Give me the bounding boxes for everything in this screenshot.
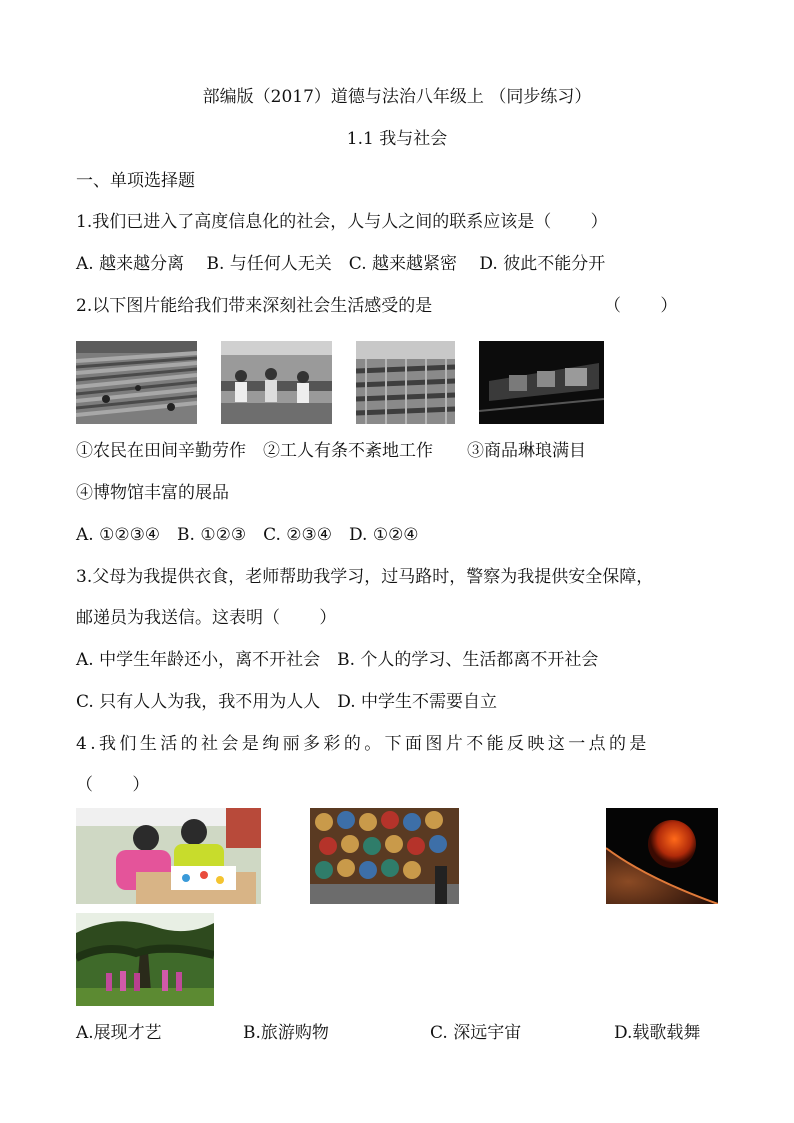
- question-3-options-line-1: A. 中学生年龄还小，离不开社会 B. 个人的学习、生活都离不开社会: [76, 650, 599, 670]
- shopping-mall-photo: [356, 341, 455, 424]
- market-plates-photo: [310, 808, 459, 904]
- farmers-field-photo: [76, 341, 197, 424]
- workers-factory-photo: [221, 341, 332, 424]
- question-2-captions-line-1: ①农民在田间辛勤劳作 ②工人有条不紊地工作 ③商品琳琅满目: [76, 441, 586, 461]
- lesson-title: 1.1 我与社会: [346, 129, 448, 149]
- question-4-option-c: C. 深远宇宙: [430, 1023, 522, 1043]
- question-4-option-a: A.展现才艺: [76, 1023, 162, 1043]
- dancing-performers-photo: [76, 913, 214, 1006]
- question-2-stem: 2.以下图片能给我们带来深刻社会生活感受的是: [76, 296, 433, 316]
- question-2-captions-line-2: ④博物馆丰富的展品: [76, 483, 229, 503]
- document-title: 部编版（2017）道德与法治八年级上 （同步练习）: [202, 87, 592, 107]
- question-4-stem-line-1: 4.我们生活的社会是绚丽多彩的。下面图片不能反映这一点的是: [76, 734, 650, 754]
- question-3-stem-line-2: 邮递员为我送信。这表明（ ）: [76, 608, 337, 628]
- children-drawing-photo: [76, 808, 261, 904]
- question-2-options: A. ①②③④ B. ①②③ C. ②③④ D. ①②④: [76, 525, 419, 545]
- question-3-options-line-2: C. 只有人人为我，我不用为人人 D. 中学生不需要自立: [76, 692, 498, 712]
- section-heading: 一、单项选择题: [76, 171, 195, 191]
- question-1-stem: 1.我们已进入了高度信息化的社会，人与人之间的联系应该是（ ）: [76, 212, 608, 232]
- question-4-option-d: D.载歌载舞: [614, 1023, 701, 1043]
- question-2-bracket: （ ）: [604, 296, 678, 316]
- museum-exhibit-photo: [479, 341, 604, 424]
- question-4-option-b: B.旅游购物: [243, 1023, 329, 1043]
- deep-space-planet-photo: [606, 808, 718, 904]
- question-1-options: A. 越来越分离 B. 与任何人无关 C. 越来越紧密 D. 彼此不能分开: [76, 254, 606, 274]
- question-4-stem-line-2: （ ）: [76, 775, 150, 795]
- question-3-stem-line-1: 3.父母为我提供衣食，老师帮助我学习，过马路时，警察为我提供安全保障，: [76, 567, 654, 587]
